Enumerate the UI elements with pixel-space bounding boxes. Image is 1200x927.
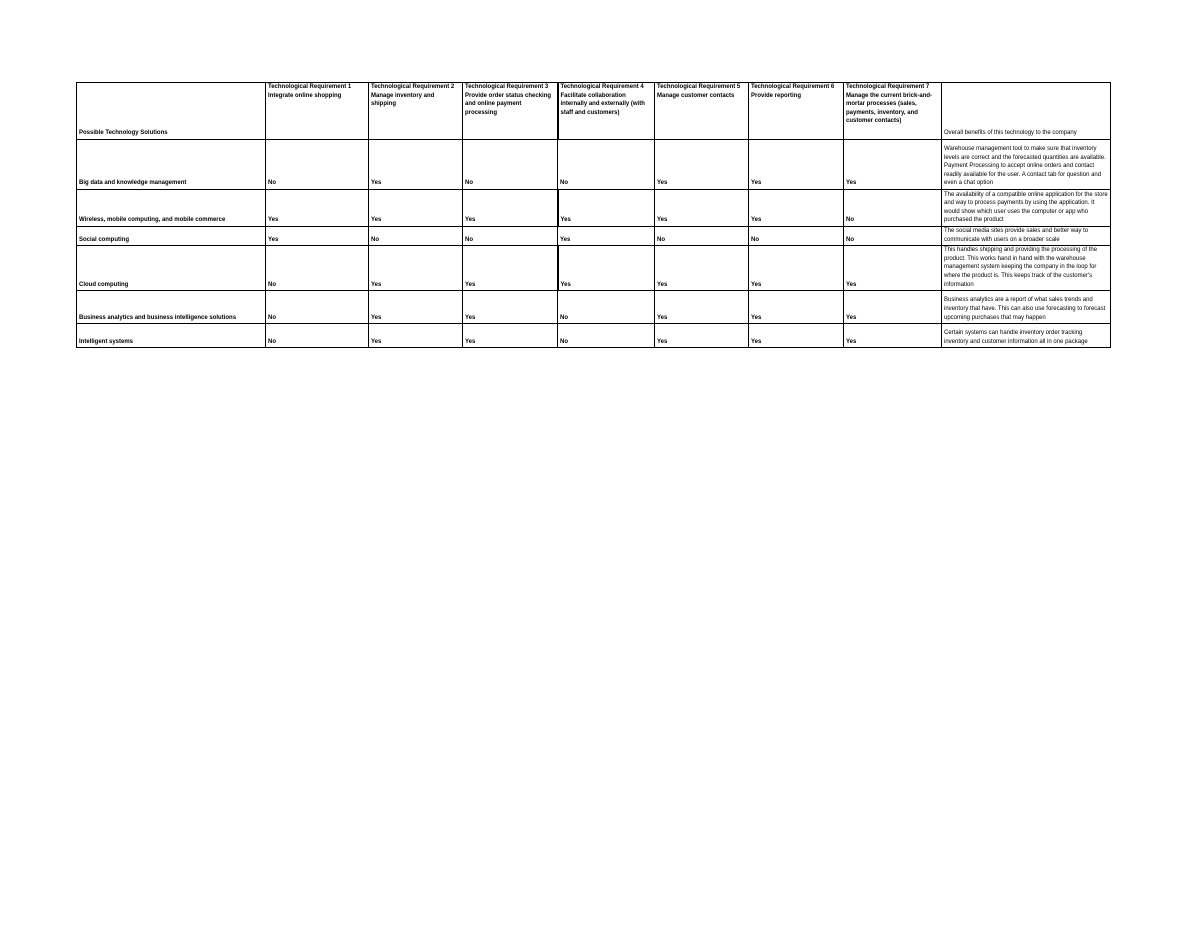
cell-req-2: Yes <box>369 324 463 348</box>
cell-req-6: Yes <box>749 291 844 324</box>
table-row <box>77 291 1111 324</box>
cell-req-6: No <box>749 227 844 246</box>
cell-req-6: Yes <box>749 324 844 348</box>
cell-req-1: Yes <box>266 227 369 246</box>
table-row <box>77 246 1111 291</box>
cell-req-6: Yes <box>749 190 844 227</box>
cell-req-2: Yes <box>369 246 463 291</box>
cell-benefit: The social media sites provide sales and better way to communicate with users on a broader scale <box>942 227 1111 246</box>
cell-req-2: No <box>369 227 463 246</box>
row-solution: Big data and knowledge management <box>77 140 266 190</box>
row-solution: Intelligent systems <box>77 324 266 348</box>
cell-benefit: Certain systems can handle inventory order tracking inventory and customer information all in one package <box>942 324 1111 348</box>
row-solution: Wireless, mobile computing, and mobile commerce <box>77 190 266 227</box>
cell-req-4: No <box>558 140 655 190</box>
cell-req-1: No <box>266 324 369 348</box>
cell-req-4: Yes <box>558 227 655 246</box>
cell-benefit: The availability of a compatible online application for the store and way to process payments by using the application. It would show which user uses the computer or app who purchased the product <box>942 190 1111 227</box>
cell-req-6: Yes <box>749 140 844 190</box>
cell-benefit: This handles shipping and providing the processing of the product. This works hand in hand with the warehouse management system keeping the company in the loop for where the product is. This keeps track of the customer's information <box>942 246 1111 291</box>
cell-req-1: Yes <box>266 190 369 227</box>
row-solution: Cloud computing <box>77 246 266 291</box>
cell-req-5: Yes <box>655 246 749 291</box>
cell-req-3: No <box>463 227 558 246</box>
cell-req-2: Yes <box>369 291 463 324</box>
cell-req-5: No <box>655 227 749 246</box>
spreadsheet-page <box>76 82 1111 348</box>
cell-benefit: Business analytics are a report of what sales trends and inventory that have. This can also use forecasting to forecast upcoming purchases that may happen <box>942 291 1111 324</box>
table-row <box>77 324 1111 348</box>
cell-req-1: No <box>266 246 369 291</box>
cell-req-7: No <box>844 190 942 227</box>
cell-req-3: Yes <box>463 324 558 348</box>
row-solution: Business analytics and business intelligence solutions <box>77 291 266 324</box>
header-requirement-2: Technological Requirement 2 Manage inventory and shipping <box>369 83 463 140</box>
header-requirement-4: Technological Requirement 4 Facilitate collaboration internally and externally (with staff and customers) <box>558 83 655 140</box>
cell-req-3: Yes <box>463 190 558 227</box>
cell-benefit: Warehouse management tool to make sure that inventory levels are correct and the forecasted quantities are available. Payment Processing to accept online orders and contact readily available for the user. A contact tab for question and even a chat option <box>942 140 1111 190</box>
cell-req-5: Yes <box>655 291 749 324</box>
header-requirement-3: Technological Requirement 3 Provide order status checking and online payment processing <box>463 83 558 140</box>
cell-req-4: Yes <box>558 246 655 291</box>
cell-req-4: No <box>558 324 655 348</box>
cell-req-2: Yes <box>369 190 463 227</box>
cell-req-3: Yes <box>463 246 558 291</box>
table-row <box>77 190 1111 227</box>
cell-req-5: Yes <box>655 190 749 227</box>
cell-req-7: Yes <box>844 324 942 348</box>
cell-req-4: No <box>558 291 655 324</box>
cell-req-5: Yes <box>655 140 749 190</box>
cell-req-3: No <box>463 140 558 190</box>
cell-req-7: Yes <box>844 140 942 190</box>
header-requirement-5: Technological Requirement 5 Manage customer contacts <box>655 83 749 140</box>
header-requirement-6: Technological Requirement 6 Provide reporting <box>749 83 844 140</box>
cell-req-2: Yes <box>369 140 463 190</box>
cell-req-3: Yes <box>463 291 558 324</box>
cell-req-4: Yes <box>558 190 655 227</box>
cell-req-7: No <box>844 227 942 246</box>
header-overall-benefits: Overall benefits of this technology to the company <box>942 83 1111 140</box>
cell-req-6: Yes <box>749 246 844 291</box>
cell-req-1: No <box>266 291 369 324</box>
cell-req-7: Yes <box>844 246 942 291</box>
table-row <box>77 140 1111 190</box>
header-requirement-7: Technological Requirement 7 Manage the current brick-and-mortar processes (sales, payments, inventory, and customer contacts) <box>844 83 942 140</box>
header-solutions: Possible Technology Solutions <box>77 83 266 140</box>
cell-req-1: No <box>266 140 369 190</box>
cell-req-7: Yes <box>844 291 942 324</box>
header-row <box>77 83 1111 140</box>
cell-req-5: Yes <box>655 324 749 348</box>
row-solution: Social computing <box>77 227 266 246</box>
header-requirement-1: Technological Requirement 1 Integrate online shopping <box>266 83 369 140</box>
technology-requirements-table <box>76 82 1111 348</box>
table-row <box>77 227 1111 246</box>
